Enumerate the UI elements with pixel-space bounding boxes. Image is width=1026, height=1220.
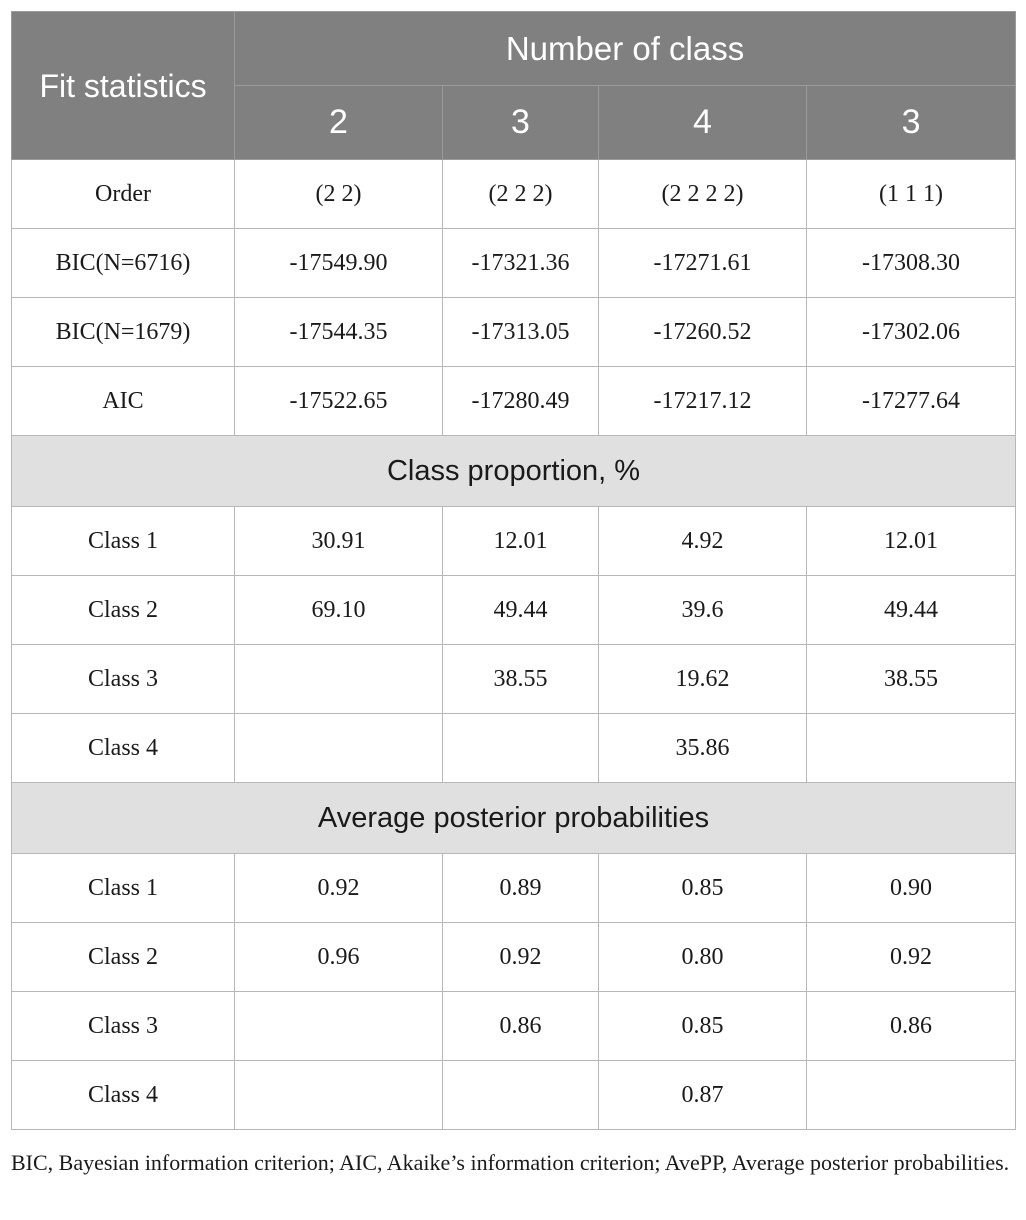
row-label: AIC [12,367,235,436]
row-label: Class 3 [12,992,235,1061]
class-count-header: 4 [599,86,807,160]
table-cell: (1 1 1) [807,160,1016,229]
table-row [12,298,1016,367]
table-cell: (2 2 2 2) [599,160,807,229]
class-count-header: 3 [807,86,1016,160]
table-row [12,923,1016,992]
table-cell: 0.96 [235,923,443,992]
table-cell: (2 2) [235,160,443,229]
table-footnote: BIC, Bayesian information criterion; AIC, Akaike’s information criterion; AvePP, Average posterior probabilities. [11,1150,1010,1175]
row-label: BIC(N=6716) [12,229,235,298]
table-cell: 0.89 [443,854,599,923]
table-cell: 38.55 [443,645,599,714]
fit-statistics-table [11,11,1016,1130]
table-cell [235,645,443,714]
section-title: Class proportion, % [12,436,1016,507]
section-row-class-proportion [12,436,1016,507]
table-cell: 12.01 [443,507,599,576]
table-cell: 0.92 [235,854,443,923]
table-row [12,367,1016,436]
table-row [12,645,1016,714]
row-label: Class 1 [12,507,235,576]
header-row-top [12,12,1016,86]
table-cell: 30.91 [235,507,443,576]
table-cell: 0.90 [807,854,1016,923]
table-cell: 38.55 [807,645,1016,714]
table-cell: 0.86 [807,992,1016,1061]
table-cell: 0.86 [443,992,599,1061]
table-cell: 0.80 [599,923,807,992]
table-row [12,507,1016,576]
table-cell: 0.92 [443,923,599,992]
table-row [12,576,1016,645]
table-row [12,1061,1016,1130]
table-cell: -17522.65 [235,367,443,436]
row-label: Class 2 [12,576,235,645]
table-row [12,714,1016,783]
table-row [12,854,1016,923]
table-cell [235,714,443,783]
row-label: Order [12,160,235,229]
table-cell: 35.86 [599,714,807,783]
row-label: Class 4 [12,714,235,783]
table-cell: 39.6 [599,576,807,645]
fit-statistics-header: Fit statistics [12,12,235,160]
table-cell [443,714,599,783]
row-label: BIC(N=1679) [12,298,235,367]
table-row [12,160,1016,229]
table-cell: 0.85 [599,854,807,923]
table-row [12,229,1016,298]
table-cell: 0.87 [599,1061,807,1130]
table-cell: (2 2 2) [443,160,599,229]
section-row-posterior [12,783,1016,854]
table-cell: -17260.52 [599,298,807,367]
table-cell: -17217.12 [599,367,807,436]
table-cell [807,1061,1016,1130]
table-cell: 0.92 [807,923,1016,992]
table-cell: 19.62 [599,645,807,714]
table-cell [235,992,443,1061]
table-cell: 49.44 [807,576,1016,645]
table-cell: -17280.49 [443,367,599,436]
table-cell: -17271.61 [599,229,807,298]
table-cell: -17302.06 [807,298,1016,367]
table-cell: -17277.64 [807,367,1016,436]
number-of-class-header: Number of class [235,12,1016,86]
row-label: Class 1 [12,854,235,923]
table-cell: 12.01 [807,507,1016,576]
table-cell: -17544.35 [235,298,443,367]
class-count-header: 2 [235,86,443,160]
table-cell: -17321.36 [443,229,599,298]
section-title: Average posterior probabilities [12,783,1016,854]
table-cell: 0.85 [599,992,807,1061]
class-count-header: 3 [443,86,599,160]
table-cell: -17549.90 [235,229,443,298]
table-cell: -17313.05 [443,298,599,367]
table-cell [443,1061,599,1130]
table-cell [235,1061,443,1130]
table-cell: 4.92 [599,507,807,576]
row-label: Class 4 [12,1061,235,1130]
table-cell: 49.44 [443,576,599,645]
row-label: Class 3 [12,645,235,714]
row-label: Class 2 [12,923,235,992]
table-cell: 69.10 [235,576,443,645]
table-row [12,992,1016,1061]
table-cell [807,714,1016,783]
table-cell: -17308.30 [807,229,1016,298]
